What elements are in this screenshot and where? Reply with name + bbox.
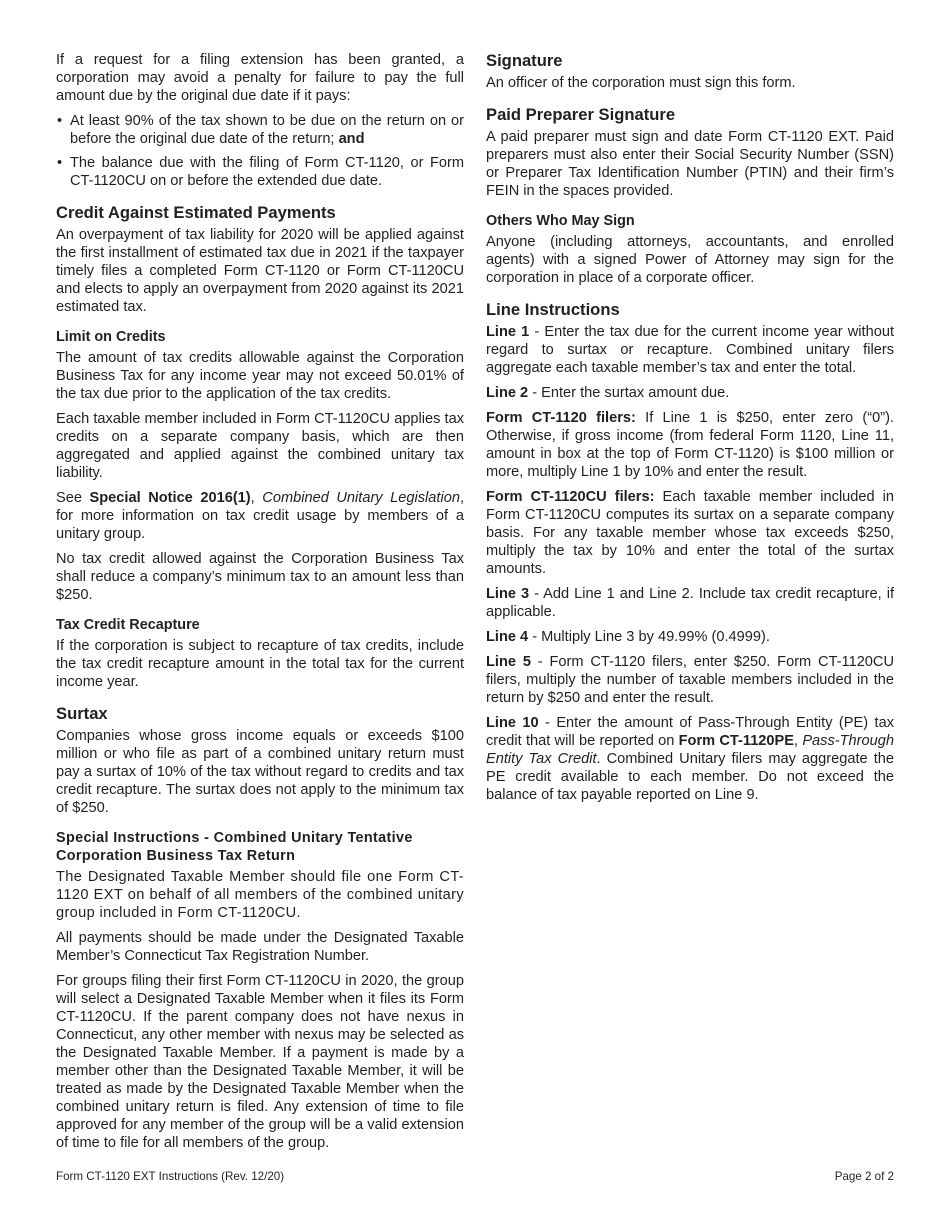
line-text: - Enter the surtax amount due. [528,385,730,401]
line-2-instruction [486,384,894,402]
others-heading: Others Who May Sign [486,213,635,229]
limit-paragraph-2: Each taxable member included in Form CT-1120CU applies tax credits on a separate company basis, which are then aggregated and applied against the combined unitary tax liability. [56,411,464,481]
ct1120cu-filers-instruction [486,488,894,578]
preparer-paragraph: A paid preparer must sign and date Form CT-1120 EXT. Paid preparers must also enter their Social Security Number (SSN) or Preparer Tax Identification Number (PTIN) and their firm’s FEIN in the spaces provided. [486,129,894,199]
recapture-paragraph: If the corporation is subject to recapture of tax credits, include the tax credit recapture amount in the total tax for the current income year. [56,638,464,690]
limit-heading: Limit on Credits [56,329,166,345]
footer-form-name: Form CT-1120 EXT Instructions (Rev. 12/20) [56,1170,285,1183]
text-run: , [250,490,263,506]
bullet-and: and [338,131,365,147]
credit-heading: Credit Against Estimated Payments [56,203,336,222]
special-paragraph-1: The Designated Taxable Member should file one Form CT-1120 EXT on behalf of all members of the combined unitary group included in Form CT-1120CU. [56,869,464,921]
footer-page-number: Page 2 of 2 [834,1170,894,1183]
line-text: - Multiply Line 3 by 49.99% (0.4999). [528,629,770,645]
line-5-instruction [486,653,894,707]
line-label: Line 4 [486,629,529,645]
text-run: See [56,490,90,506]
credit-paragraph: An overpayment of tax liability for 2020 will be applied against the first installment of estimated tax due in 2021 if the taxpayer timely files a completed Form CT-1120 or Form CT-1120CU and elects to apply an overpayment from 2020 against its 2021 estimated tax. [56,227,464,315]
line-text: - Enter the amount of Pass-Through Entity (PE) tax credit that will be reported on [486,715,894,749]
bullet-text: At least 90% of the tax shown to be due on the return on or before the original due date of the return; [70,113,464,147]
filer-text: Each taxable member included in Form CT-1120CU computes its surtax on a separate company basis. For any taxable member whose tax exceeds $250, multiply the tax by 10% and enter the total of the surtax amounts. [486,489,894,577]
signature-heading: Signature [486,51,563,70]
filer-label: Form CT-1120CU filers: [486,489,655,505]
limit-paragraph-1: The amount of tax credits allowable against the Corporation Business Tax for any income year may not exceed 50.01% of the tax due prior to the application of the tax credits. [56,350,464,402]
line-text: - Enter the tax due for the current income year without regard to surtax or recapture. Combined unitary filers aggregate each taxable member’s tax and enter the total. [486,324,895,376]
filer-label: Form CT-1120 filers: [486,410,636,426]
special-instructions-heading: Special Instructions - Combined Unitary Tentative Corporation Business Tax Return [56,830,413,864]
special-notice-ref: Special Notice 2016(1) [89,490,251,506]
list-item [56,112,464,148]
line-text: , [794,733,803,749]
line-text: - Add Line 1 and Line 2. Include tax credit recapture, if applicable. [486,586,895,620]
publication-title: Combined Unitary Legislation [262,490,460,506]
line-3-instruction [486,585,894,621]
line-label: Line 3 [486,586,530,602]
left-column [56,51,464,1159]
line-4-instruction [486,628,894,646]
line-label: Line 2 [486,385,529,401]
line-text: - Form CT-1120 filers, enter $250. Form CT-1120CU filers, multiply the number of taxable members included in the return by $250 and enter the result. [486,654,895,706]
line-text: . Combined Unitary filers may aggregate the PE credit available to each member. Do not exceed the balance of tax payable reported on Line 9. [486,751,894,803]
line-label: Line 5 [486,654,531,670]
surtax-paragraph: Companies whose gross income equals or exceeds $100 million or who file as part of a combined unitary return must pay a surtax of 10% of the tax without regard to credits and tax credit recapture. The surtax does not apply to the minimum tax of $250. [56,728,464,816]
limit-paragraph-3 [56,489,464,543]
line-label: Line 1 [486,324,530,340]
line-1-instruction [486,323,894,377]
list-item [56,154,464,190]
right-column [486,51,894,811]
recapture-heading: Tax Credit Recapture [56,617,200,633]
filer-text: If Line 1 is $250, enter zero (“0”). Otherwise, if gross income (from federal Form 1120, Line 11, amount in box at the top of Form CT-1120) is $100 million or more, multiply Line 1 by 10% and enter the result. [486,410,894,480]
surtax-heading: Surtax [56,704,108,723]
ct1120-filers-instruction [486,409,894,481]
others-paragraph: Anyone (including attorneys, accountants, and enrolled agents) with a signed Power of Attorney may sign for the corporation in place of a corporate officer. [486,234,894,286]
form-title: Pass-Through Entity Tax Credit [486,733,894,767]
payment-conditions-list [56,112,464,190]
bullet-text: The balance due with the filing of Form CT-1120, or Form CT-1120CU on or before the extended due date. [70,155,464,189]
line-label: Line 10 [486,715,539,731]
line-instructions-heading: Line Instructions [486,300,620,319]
line-10-instruction [486,714,894,804]
special-paragraph-2: All payments should be made under the Designated Taxable Member’s Connecticut Tax Registration Number. [56,930,464,964]
limit-paragraph-4: No tax credit allowed against the Corporation Business Tax shall reduce a company’s minimum tax to an amount less than $250. [56,551,464,603]
text-run: , for more information on tax credit usage by members of a unitary group. [56,490,465,542]
preparer-heading: Paid Preparer Signature [486,105,676,124]
special-paragraph-3: For groups filing their first Form CT-1120CU in 2020, the group will select a Designated Taxable Member when it files its Form CT-1120CU. If the parent company does not have nexus in Connecticut, any other member with nexus may be selected as the Designated Taxable Member. If a payment is made by a member other than the Designated Taxable Member, it will be treated as made by the Designated Taxable Member when the combined unitary return is filed. Any extension of time to file approved for any member of the group will be a valid extension of time to file for all members of the group. [56,973,464,1151]
signature-paragraph: An officer of the corporation must sign this form. [486,75,796,91]
intro-paragraph: If a request for a filing extension has been granted, a corporation may avoid a penalty for failure to pay the full amount due by the original due date if it pays: [56,52,464,104]
form-reference: Form CT-1120PE [678,733,795,749]
